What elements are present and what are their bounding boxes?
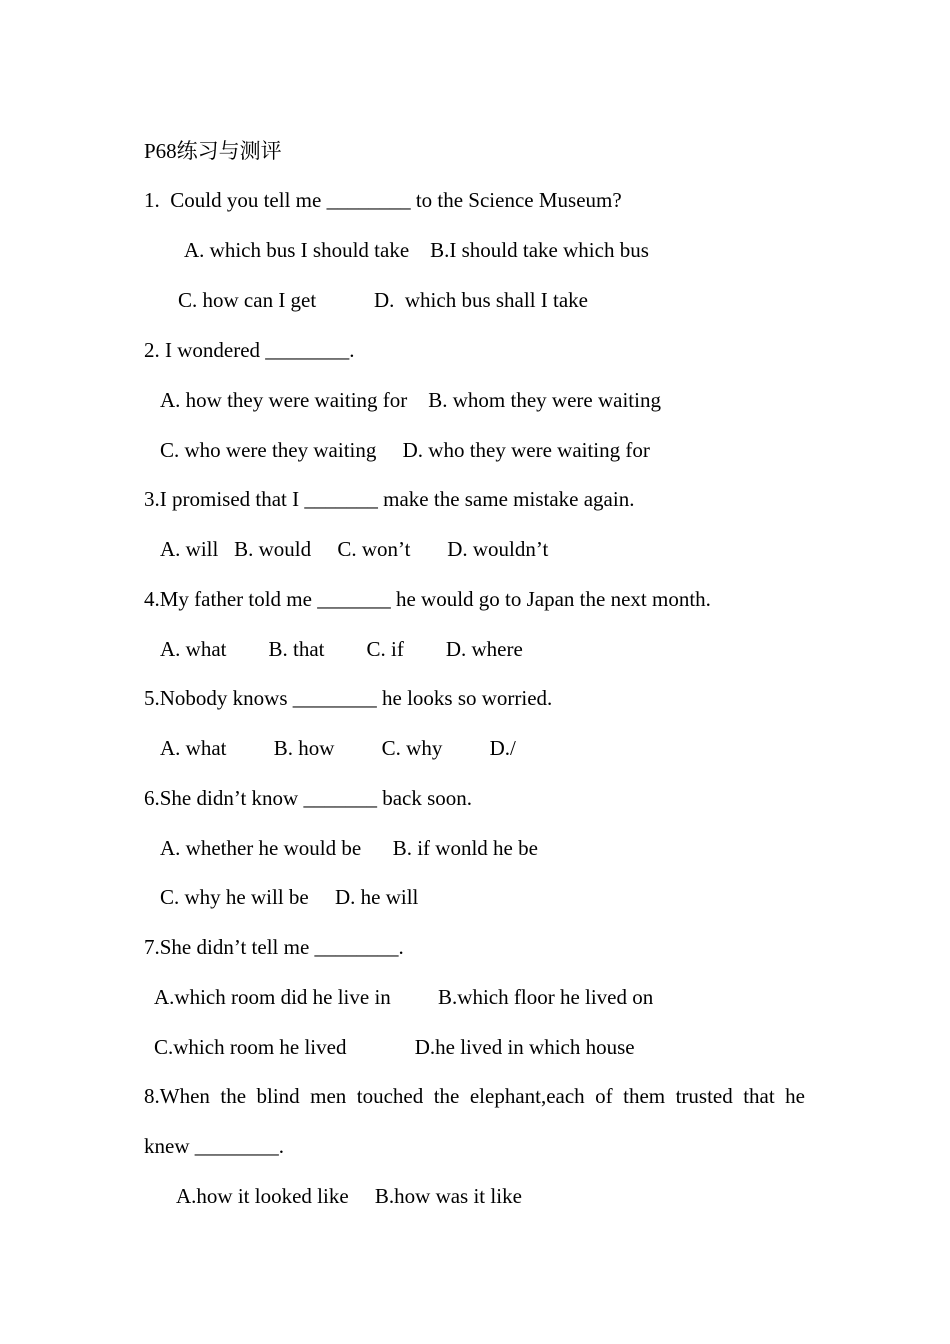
question-2-stem: 2. I wondered ________. <box>144 338 355 362</box>
question-5-options-row-1: A. what B. how C. why D./ <box>160 736 516 760</box>
question-7-options-row-2: C.which room he lived D.he lived in which house <box>154 1035 635 1059</box>
question-6-stem: 6.She didn’t know _______ back soon. <box>144 786 473 810</box>
page-heading: P68练习与测评 <box>144 139 282 163</box>
question-7-stem: 7.She didn’t tell me ________. <box>144 935 404 959</box>
question-7-options-row-1: A.which room did he live in B.which floor he lived on <box>154 985 654 1009</box>
question-4-options-row-1: A. what B. that C. if D. where <box>160 637 523 661</box>
question-6-options-row-2: C. why he will be D. he will <box>160 885 419 909</box>
question-8-options-row-1: A.how it looked like B.how was it like <box>176 1184 522 1208</box>
question-8-stem-line-2: knew ________. <box>144 1134 284 1158</box>
question-2-options-row-2: C. who were they waiting D. who they were waiting for <box>160 438 650 462</box>
question-6-options-row-1: A. whether he would be B. if wonld he be <box>160 836 538 860</box>
question-5-stem: 5.Nobody knows ________ he looks so worried. <box>144 686 553 710</box>
question-2-options-row-1: A. how they were waiting for B. whom they were waiting <box>160 388 661 412</box>
question-3-options-row-1: A. will B. would C. won’t D. wouldn’t <box>160 537 549 561</box>
question-1-options-row-2: C. how can I get D. which bus shall I take <box>178 288 589 312</box>
question-8-stem-line-1: 8.When the blind men touched the elephant,each of them trusted that he <box>144 1084 805 1108</box>
question-1-stem: 1. Could you tell me ________ to the Science Museum? <box>144 188 622 212</box>
question-1-options-row-1: A. which bus I should take B.I should take which bus <box>184 238 649 262</box>
question-3-stem: 3.I promised that I _______ make the same mistake again. <box>144 487 635 511</box>
question-4-stem: 4.My father told me _______ he would go to Japan the next month. <box>144 587 711 611</box>
